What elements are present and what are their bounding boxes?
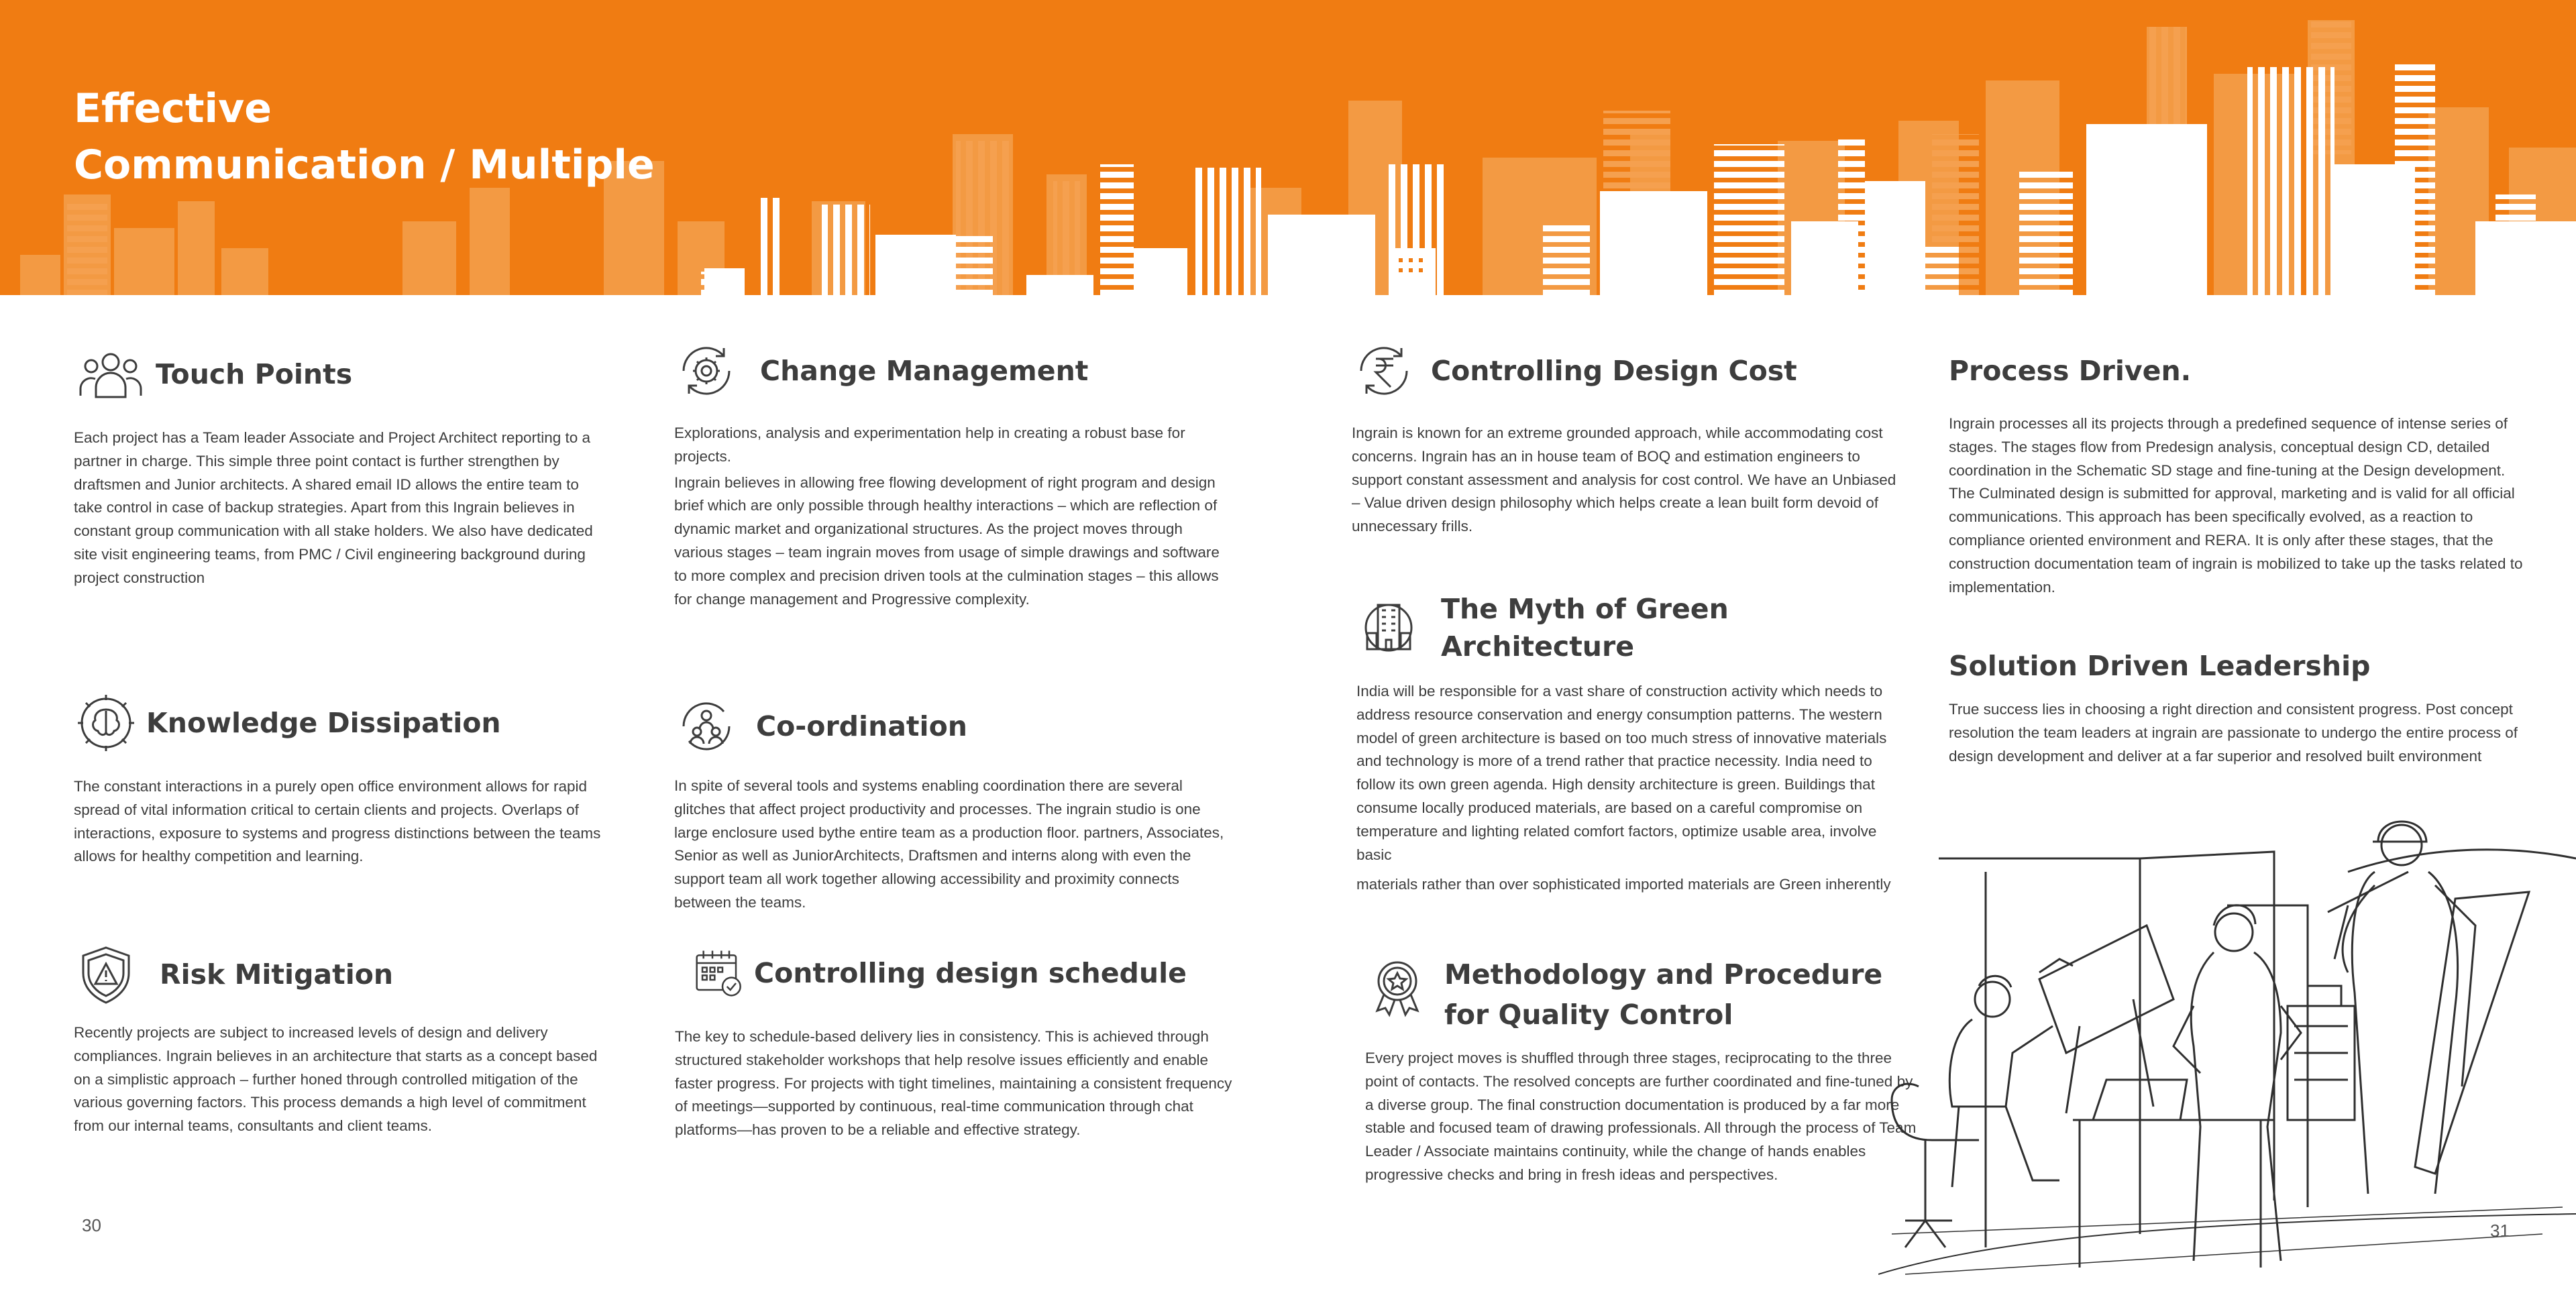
green-building-icon (1356, 596, 1421, 660)
coordination-title: Co-ordination (756, 710, 967, 742)
touch-points-body: Each project has a Team leader Associate and Project Architect reporting to a partner in charge. This simple three point contact is further strengthen by draftsmen and Junior architects. A shared email ID allows the entire team to take control in case of backup strategies. Apart from this Ingrain believes in constant group communication with all stake holders. We also have dedicated site visit engineering teams, from PMC / Civil engineering background during project construction (74, 429, 593, 586)
design-schedule-body: The key to schedule-based delivery lies in consistency. This is achieved through structured stakeholder workshops that help resolve issues efficiently and enable faster progress. For projects with tight timelines, maintaining a consistent frequency of meetings—supported by continuous, real-time communication through chat platforms—has proven to be a reliable and effective strategy. (675, 1028, 1232, 1139)
knowledge-dissipation-title: Knowledge Dissipation (146, 707, 501, 739)
risk-mitigation-body: Recently projects are subject to increased levels of design and delivery compliances. Ingrain believes in an architecture that starts as a concept based on a simplistic approach – further honed through controlled mitigation of the various governing factors. This process demands a high level of commitment from our internal teams, consultants and client teams. (74, 1024, 598, 1135)
process-driven-section (1949, 352, 2526, 599)
process-driven-title: Process Driven. (1949, 355, 2192, 387)
solution-leadership-body: True success lies in choosing a right direction and consistent progress. Post concept resolution the team leaders at ingrain are passionate to undergo the entire process of design development and deliver at a far superior and resolved built environment (1949, 701, 2518, 765)
gear-cycle-icon (674, 339, 739, 403)
design-schedule-title: Controlling design schedule (754, 957, 1187, 989)
quality-control-title-line-2: for Quality Control (1444, 999, 1733, 1031)
title-line-1: Effective (74, 85, 272, 132)
touch-points-section (74, 342, 610, 590)
solution-leadership-section (1949, 647, 2526, 768)
quality-control-section (1365, 956, 1922, 1187)
green-architecture-body: India will be responsible for a vast share of construction activity which needs to address resource conservation and energy consumption patterns. The western model of green architecture is based on too much stress of innovative materials and technology is more of a trend rather that practice necessity. India need to follow its own green agenda. High density architecture is green. Buildings that consume locally produced materials, are based on a careful compromise on temperature and lighting related comfort factors, optimize usable area, involve basic (1356, 683, 1887, 863)
people-network-icon (674, 694, 739, 759)
design-cost-section (1352, 339, 1909, 539)
touch-points-title: Touch Points (156, 358, 353, 390)
page-title (74, 80, 655, 193)
change-management-body: Ingrain believes in allowing free flowing development of right program and design brief which are only possible through healthy interactions – which are reflection of dynamic market and organizational structures. As the project moves through various stages – team ingrain moves from usage of simple drawings and software to more complex and precision driven tools at the culmination stages – this allows for change management and Progressive complexity. (674, 473, 1220, 608)
knowledge-dissipation-body: The constant interactions in a purely open office environment allows for rapid spread of vital information critical to certain clients and projects. Overlaps of interactions, exposure to systems and progress distinctions between the teams allows for healthy competition and learning. (74, 778, 601, 865)
right-page-number: 31 (2490, 1221, 2510, 1241)
header-banner (0, 0, 2576, 302)
green-architecture-title: The Myth of Green Architecture (1441, 593, 1729, 663)
knowledge-dissipation-section (74, 691, 610, 868)
risk-mitigation-section (74, 942, 610, 1138)
change-management-section (674, 339, 1231, 611)
design-cost-body: Ingrain is known for an extreme grounded approach, while accommodating cost concerns. Ingrain has an in house team of BOQ and estimation engineers to support constant assessment and analysis for cost control. We have an Unbiased – Value driven design philosophy which helps create a lean built form devoid of unnecessary frills. (1352, 425, 1896, 535)
change-management-title: Change Management (760, 355, 1089, 387)
architects-working-illustration (1878, 805, 2576, 1291)
calendar-check-icon (692, 941, 746, 1005)
quality-control-body: Every project moves is shuffled through three stages, reciprocating to the three point of contacts. The resolved concepts are further coordinated and fine-tuned by a diverse group. The final construction documentation is produced by a far more stable and focused team of drawing professionals. All through the process of Team Leader / Associate maintains continuity, while the change of hands enables progressive checks and bring in fresh ideas and perspectives. (1365, 1050, 1917, 1183)
team-icon (74, 342, 148, 406)
coordination-section (674, 694, 1231, 915)
left-page-number: 30 (82, 1215, 101, 1235)
coordination-body: In spite of several tools and systems enabling coordination there are several glitches that affect project productivity and processes. The ingrain studio is one large enclosure used bythe entire team as a production floor. partners, Associates, Senior as well as JuniorArchitects, Draftsmen and interns along with even the support team all work together allowing accessibility and proximity connects between the teams. (674, 777, 1224, 911)
process-driven-body: Ingrain processes all its projects through a predefined sequence of intense series of stages. The stages flow from Predesign analysis, conceptual design CD, detailed coordination in the Schematic SD stage and fine-tuning at the Design development. The Culminated design is submitted for approval, marketing and is valid for all official communications. This approach has been specifically evolved, as a reaction to compliance oriented environment and RERA. It is only after these stages, that the construction documentation team of ingrain is mobilized to take up the tasks related to implementation. (1949, 415, 2523, 596)
quality-control-title-line-1: Methodology and Procedure (1444, 958, 1883, 991)
change-management-intro: Explorations, analysis and experimentation help in creating a robust base for projects. (674, 425, 1185, 465)
green-architecture-section (1356, 590, 1913, 897)
award-badge-icon (1365, 956, 1430, 1020)
brain-gear-icon (74, 691, 138, 755)
green-architecture-body-continued: materials rather than over sophisticated imported materials are Green inherently (1356, 876, 1891, 893)
solution-leadership-title: Solution Driven Leadership (1949, 650, 2371, 682)
rupee-cycle-icon (1352, 339, 1416, 403)
shield-warning-icon (74, 942, 138, 1007)
design-cost-title: Controlling Design Cost (1431, 355, 1797, 387)
title-line-2: Communication / Multiple (74, 142, 655, 188)
design-schedule-section (675, 941, 1236, 1142)
risk-mitigation-title: Risk Mitigation (160, 958, 394, 991)
